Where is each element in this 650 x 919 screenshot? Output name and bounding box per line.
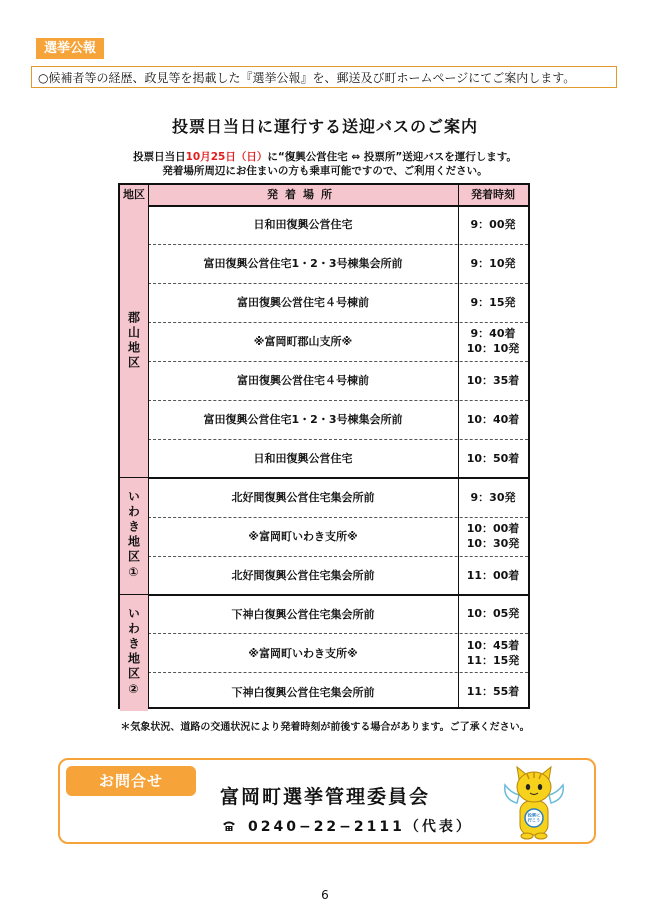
mascot-illustration: [503, 763, 565, 843]
header-district: 地区: [123, 188, 145, 201]
table-row: [148, 633, 528, 672]
district-cell: [120, 595, 148, 712]
table-row: [148, 672, 528, 711]
table-row: [148, 244, 528, 283]
header-place: 発着場所: [267, 188, 339, 201]
phone-icon: [222, 820, 236, 832]
stop-time: 10：50着: [466, 451, 520, 465]
lead-prefix: 投票日当日: [133, 151, 186, 163]
contact-tag: お問合せ: [66, 766, 196, 796]
stop-time: 10：00着: [466, 522, 520, 536]
table-row: [148, 322, 528, 361]
lead-suffix: に“復興公営住宅 ⇔ 投票所”送迎バスを運行します。: [267, 151, 517, 163]
stop-time: 9：30発: [470, 490, 516, 504]
footnote: ＊気象状況、道路の交通状況により発着時刻が前後する場合があります。ご了承ください。: [120, 722, 530, 733]
stop-times: [458, 400, 528, 439]
stop-name: 日和田復興公営住宅: [253, 218, 353, 232]
table-row: [148, 517, 528, 556]
table-header: [120, 185, 528, 207]
stop-time: 10：35着: [466, 373, 520, 387]
table-row: [148, 595, 528, 634]
column-divider: [458, 185, 459, 707]
table-row: [148, 205, 528, 244]
stop-times: [458, 478, 528, 517]
stop-time: 10：10発: [466, 342, 520, 356]
stop-time: 10：40着: [466, 412, 520, 426]
stop-name: 日和田復興公営住宅: [253, 452, 353, 466]
stop-times: [458, 244, 528, 283]
svg-text:投票に: 投票に: [527, 812, 541, 818]
header-time: 発着時刻: [471, 188, 515, 201]
table-row: [148, 478, 528, 517]
stop-time: 9：10発: [470, 256, 516, 270]
notice-text: ○候補者等の経歴、政見等を掲載した『選挙公報』を、郵送及び町ホームページにてご案内します。: [31, 66, 617, 88]
contact-organization: 富岡町選挙管理委員会: [220, 786, 431, 808]
stop-name: 下神白復興公営住宅集会所前: [231, 607, 375, 621]
table-row: [148, 439, 528, 478]
stop-name: 富田復興公営住宅1・2・3号棟集会所前: [203, 413, 403, 427]
district-name: いわき地区①: [126, 490, 141, 583]
table-row: [148, 361, 528, 400]
stop-time: 10：05発: [466, 607, 520, 621]
column-divider: [148, 185, 149, 707]
stop-times: [458, 633, 528, 672]
table-row: [148, 283, 528, 322]
contact-phone: 0240−22−2111（代表）: [248, 819, 473, 835]
contact-phone-row: [222, 816, 473, 836]
stop-times: [458, 439, 528, 478]
lead-line-2: 発着場所周辺にお住まいの方も乗車可能ですので、ご利用ください。: [162, 165, 488, 177]
stop-time: 11：55着: [466, 685, 520, 699]
stop-times: [458, 517, 528, 556]
stop-time: 10：45着: [466, 638, 520, 652]
page-title: 投票日当日に運行する送迎バスのご案内: [171, 117, 478, 136]
section-label: 選挙公報: [36, 38, 104, 59]
stop-name: ※富岡町郡山支所※: [253, 335, 353, 349]
lead-line-1: [0, 149, 650, 164]
stop-time: 11：00着: [466, 568, 520, 582]
page-number: 6: [321, 888, 329, 902]
stop-name: 富田復興公営住宅1・2・3号棟集会所前: [203, 257, 403, 271]
stop-times: [458, 361, 528, 400]
table-row: [148, 556, 528, 595]
election-date: 10月25日（日）: [185, 151, 268, 163]
table-row: [148, 400, 528, 439]
district-cell: [120, 478, 148, 595]
stop-times: [458, 556, 528, 595]
stop-name: 下神白復興公営住宅集会所前: [231, 685, 375, 699]
district-cell: [120, 205, 148, 478]
stop-times: [458, 283, 528, 322]
svg-text:行こう: 行こう: [527, 817, 541, 823]
stop-name: ※富岡町いわき支所※: [248, 530, 358, 544]
stop-time: 10：30発: [466, 537, 520, 551]
stop-time: 9：15発: [470, 295, 516, 309]
stop-name: 富田復興公営住宅４号棟前: [237, 374, 369, 388]
stop-times: [458, 595, 528, 634]
stop-times: [458, 205, 528, 244]
bus-schedule-table: [118, 183, 530, 709]
stop-name: 北好間復興公営住宅集会所前: [231, 569, 375, 583]
stop-time: 11：15発: [466, 653, 520, 667]
stop-time: 9：00発: [470, 217, 516, 231]
stop-time: 9：40着: [470, 327, 516, 341]
district-name: 郡山地区: [126, 311, 141, 372]
stop-name: 富田復興公営住宅４号棟前: [237, 296, 369, 310]
stop-times: [458, 672, 528, 711]
stop-times: [458, 322, 528, 361]
stop-name: 北好間復興公営住宅集会所前: [231, 491, 375, 505]
stop-name: ※富岡町いわき支所※: [248, 646, 358, 660]
district-name: いわき地区②: [126, 606, 141, 699]
